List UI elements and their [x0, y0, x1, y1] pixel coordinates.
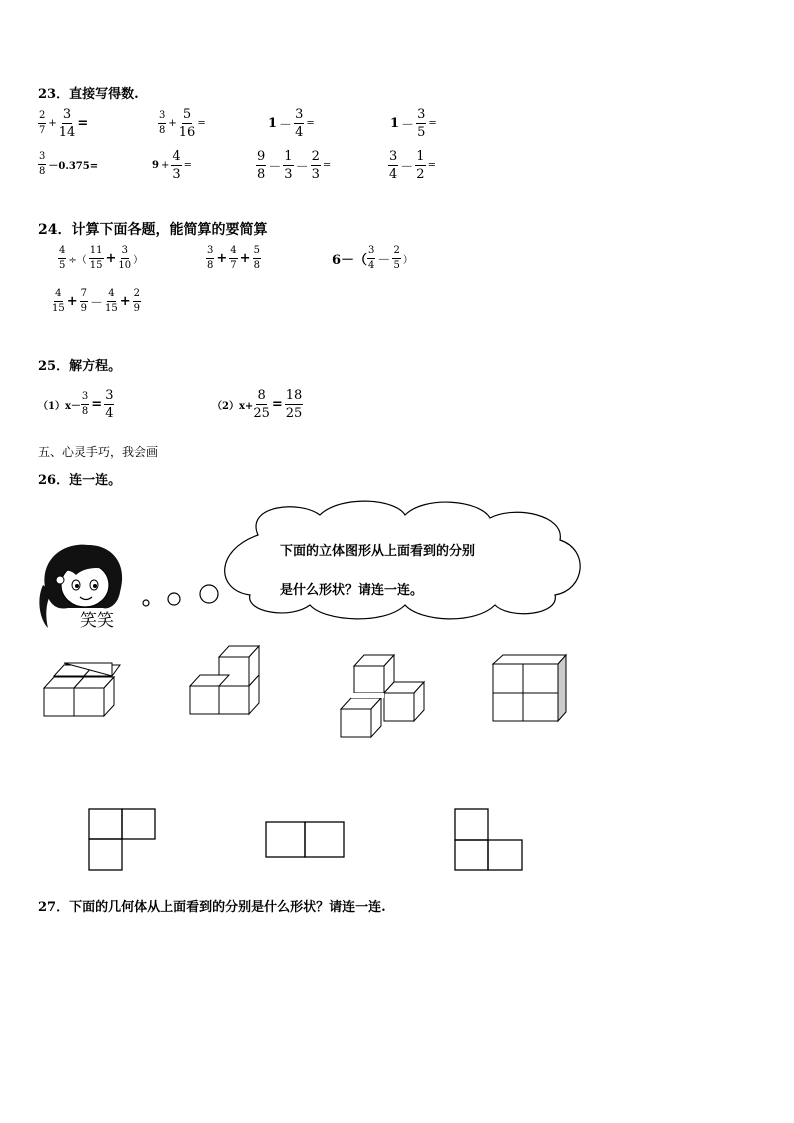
- q24-e2: $\frac{3}{8}$ + $\frac{4}{7}$ + $\frac{5}{8}$: [207, 245, 260, 271]
- q26-title: 26．连一连。: [38, 473, 122, 488]
- section5-title: 五、心灵手巧，我会画: [38, 445, 159, 459]
- q23-r2-e3: $\frac{9}{8}$ － $\frac{1}{3}$ － $\frac{2}{3}$ =: [257, 149, 332, 182]
- q25-e1: （1）x－ $\frac{3}{8}$ = $\frac{3}{4}$: [38, 388, 114, 421]
- character-name: 笑笑: [80, 611, 114, 631]
- q23-r2-e1: $\frac{3}{8}$ －0.375=: [39, 151, 99, 177]
- q23-r1-e2: $\frac{3}{8}$ + $\frac{5}{16}$ =: [159, 107, 206, 140]
- q23-r2-e4: $\frac{3}{4}$ － $\frac{1}{2}$ =: [389, 149, 436, 182]
- q24-e4: $\frac{4}{15}$ + $\frac{7}{9}$ － $\frac{4}{15}$ + $\frac{2}{9}$: [52, 288, 141, 314]
- q23-r1-e3: 1 － $\frac{3}{4}$ =: [268, 107, 315, 140]
- top-view-2: [266, 822, 344, 857]
- q24-title: 24．计算下面各题，能简算的要简算: [38, 222, 268, 238]
- q23-r1-e1: $\frac{2}{7}$ + $\frac{3}{14}$ =: [39, 107, 89, 140]
- q24-e1: $\frac{4}{5}$ ÷（ $\frac{11}{15}$ + $\frac{3}{10}$ ）: [59, 245, 144, 271]
- q23-r2-e2: 9 + $\frac{4}{3}$ =: [152, 149, 193, 182]
- cloud-line-1: 下面的立体图形从上面看到的分别: [280, 544, 476, 559]
- q27-title: 27．下面的几何体从上面看到的分别是什么形状？请连一连.: [38, 900, 386, 915]
- q25-title: 25．解方程。: [38, 359, 122, 374]
- q25-e2: （2）x+ $\frac{8}{25}$ = $\frac{18}{25}$: [212, 388, 303, 421]
- q24-e3: 6－（ $\frac{3}{4}$ － $\frac{2}{5}$ ）: [332, 245, 413, 271]
- cloud-line-2: 是什么形状？请连一连。: [280, 583, 424, 598]
- top-view-1: [89, 809, 155, 870]
- top-view-3: [455, 809, 522, 870]
- q23-title: 23．直接写得数.: [38, 87, 139, 102]
- q23-r1-e4: 1 － $\frac{3}{5}$ =: [390, 107, 437, 140]
